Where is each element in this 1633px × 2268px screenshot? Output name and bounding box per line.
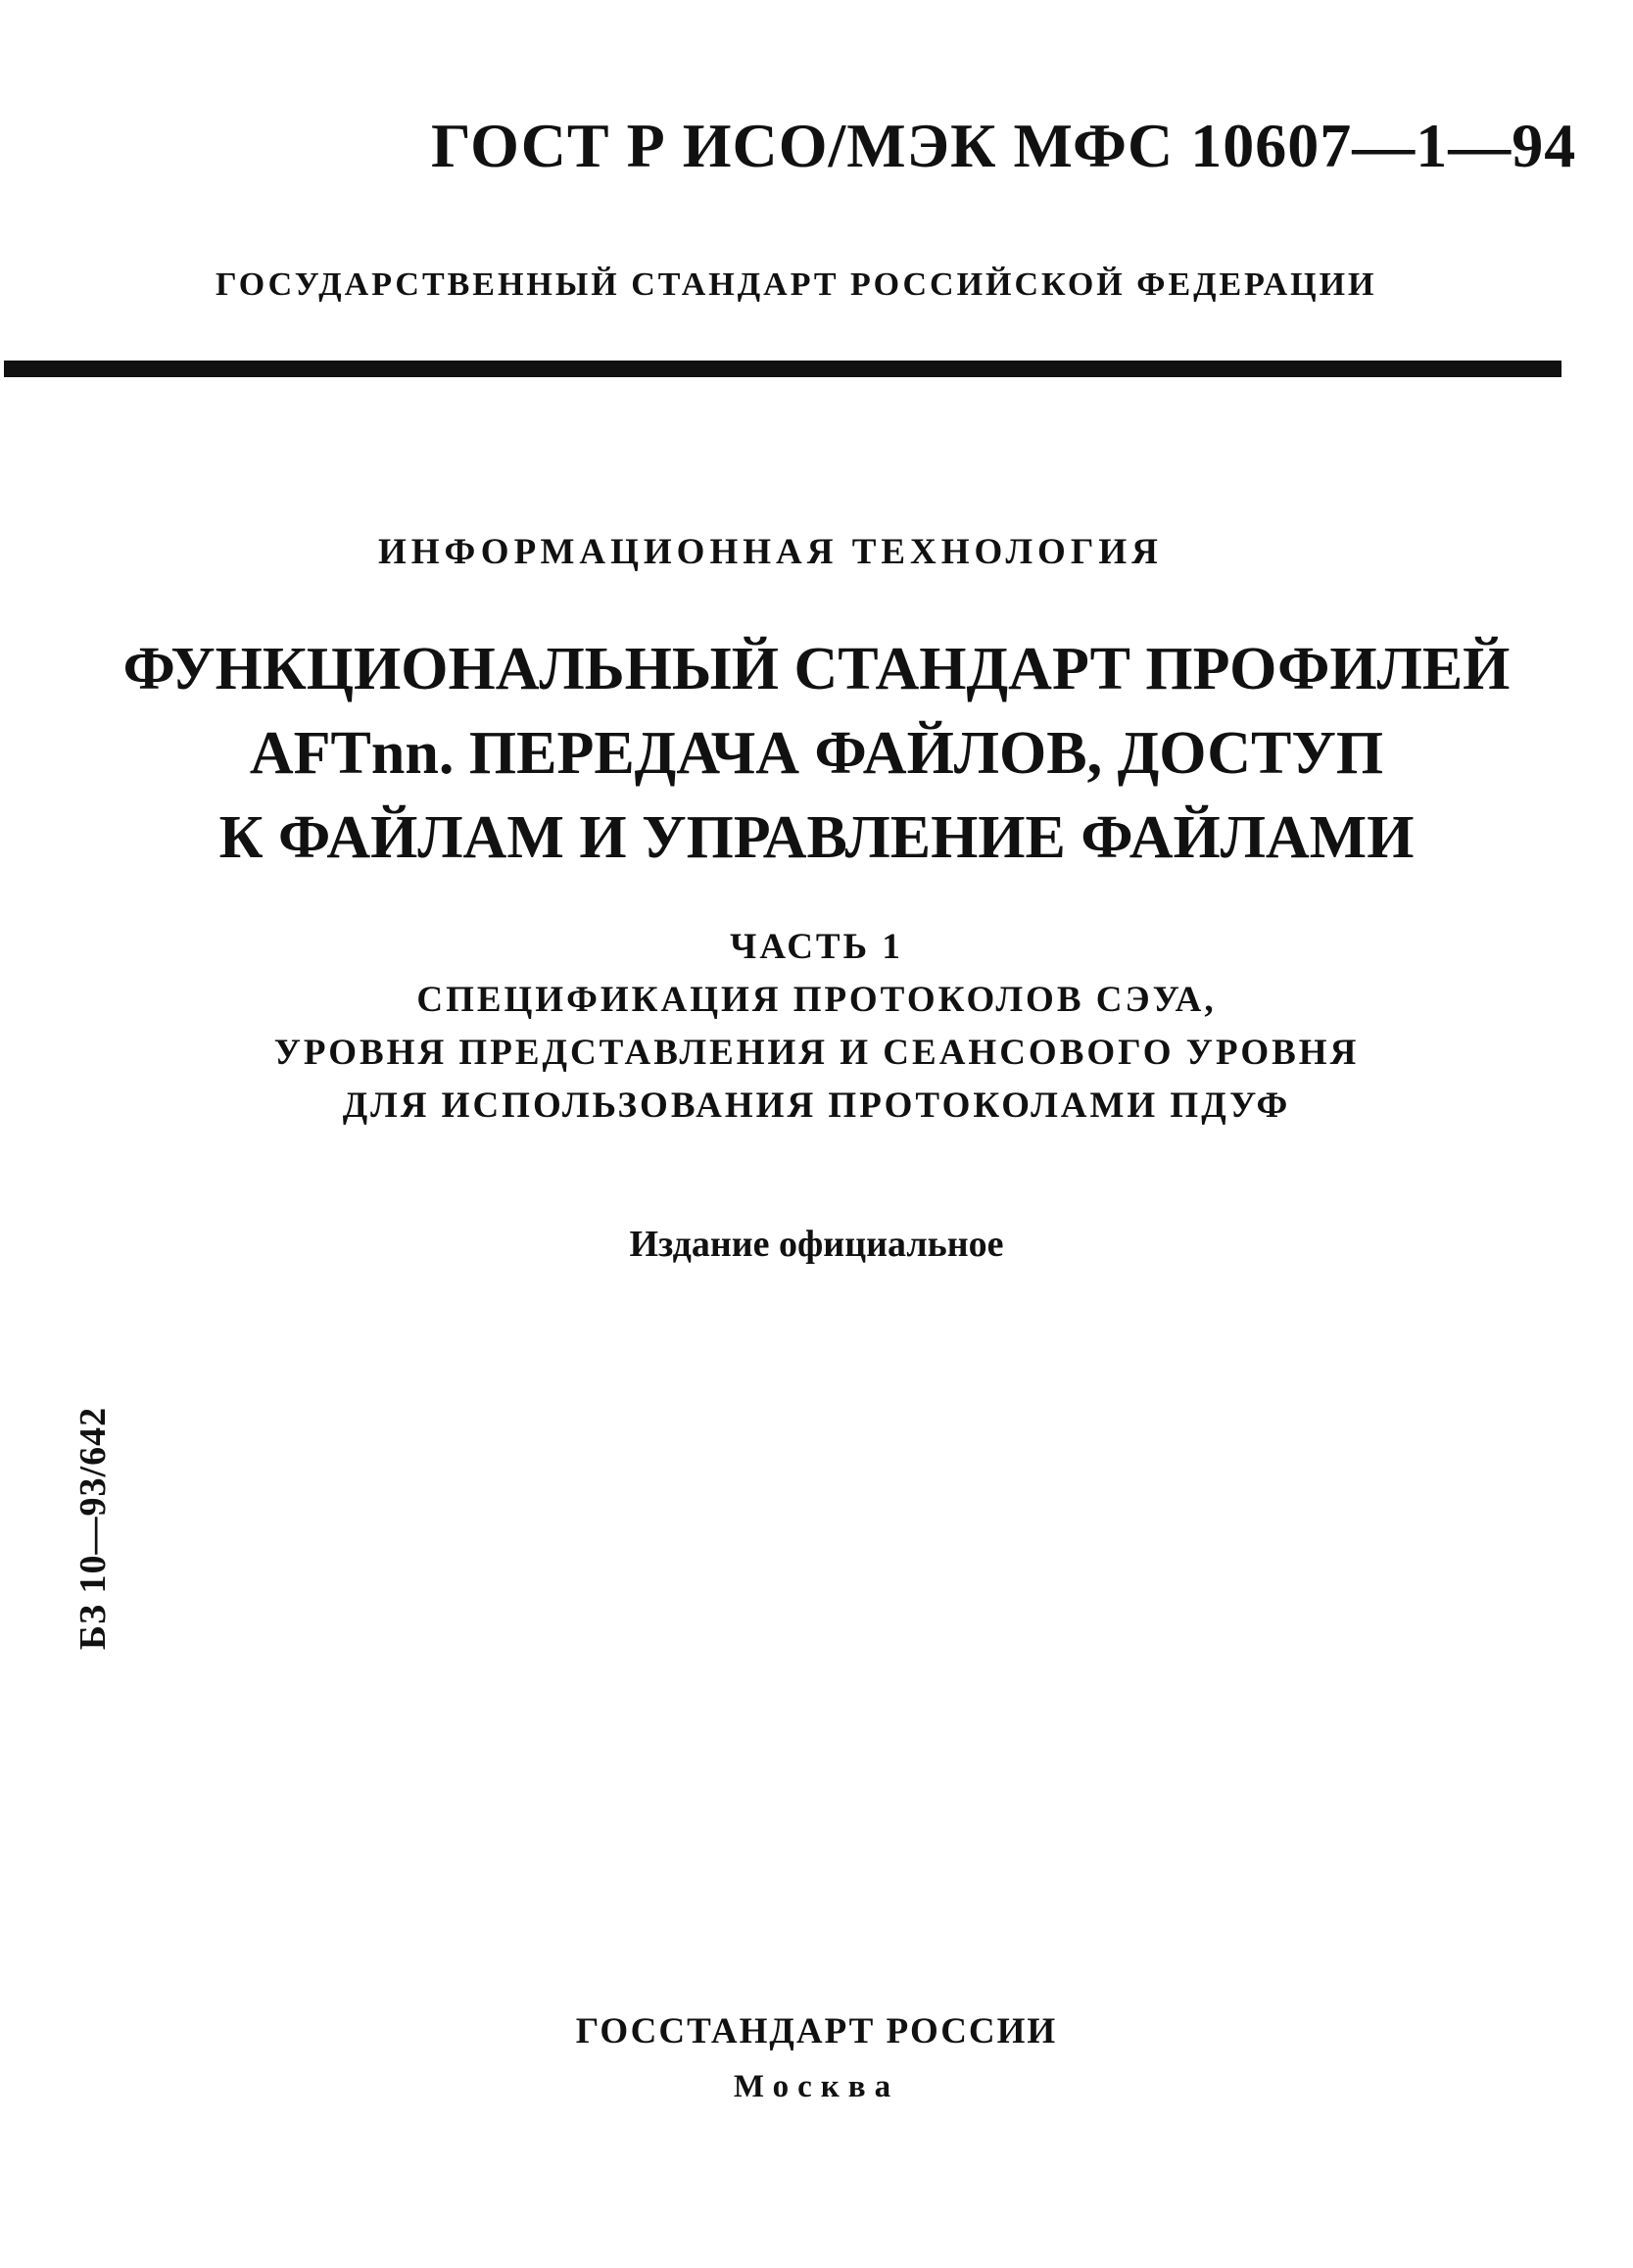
part-section — [0, 921, 1633, 1133]
title-line-1: ФУНКЦИОНАЛЬНЫЙ СТАНДАРТ ПРОФИЛЕЙ — [122, 636, 1511, 702]
title-line-2: AFTnn. ПЕРЕДАЧА ФАЙЛОВ, ДОСТУП — [249, 720, 1384, 787]
header-divider — [4, 361, 1561, 377]
part-line-1: СПЕЦИФИКАЦИЯ ПРОТОКОЛОВ СЭУА, — [416, 980, 1217, 1020]
standard-designation: ГОСТ Р ИСО/МЭК МФС 10607—1—94 — [431, 111, 1577, 180]
part-label: ЧАСТЬ 1 — [730, 927, 903, 967]
publisher-city: Москва — [733, 2069, 900, 2104]
edition-label: Издание официальное — [629, 1224, 1004, 1265]
part-line-3: ДЛЯ ИСПОЛЬЗОВАНИЯ ПРОТОКОЛАМИ ПДУФ — [342, 1086, 1291, 1126]
topic-heading: ИНФОРМАЦИОННАЯ ТЕХНОЛОГИЯ — [378, 532, 1163, 572]
publisher-name: ГОССТАНДАРТ РОССИИ — [575, 2011, 1058, 2051]
document-title — [0, 627, 1633, 880]
part-line-2: УРОВНЯ ПРЕДСТАВЛЕНИЯ И СЕАНСОВОГО УРОВНЯ — [273, 1033, 1360, 1073]
side-code-text: БЗ 10—93/642 — [72, 1406, 114, 1651]
title-line-3: К ФАЙЛАМ И УПРАВЛЕНИЕ ФАЙЛАМИ — [218, 804, 1415, 871]
state-standard-heading: ГОСУДАРСТВЕННЫЙ СТАНДАРТ РОССИЙСКОЙ ФЕДЕРАЦИИ — [216, 266, 1377, 303]
